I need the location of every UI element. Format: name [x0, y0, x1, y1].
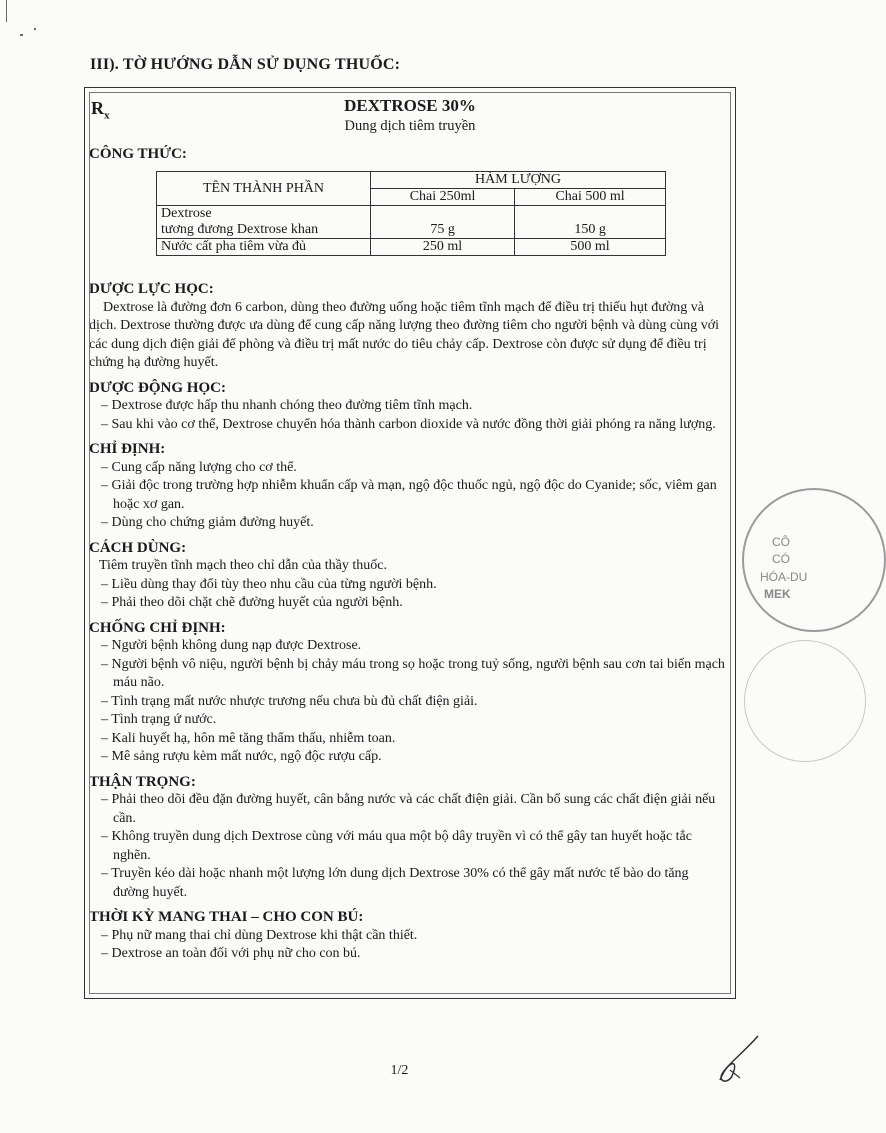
amount-500-cell: 150 g	[515, 206, 666, 239]
col-amount-header: HÀM LƯỢNG	[371, 172, 666, 189]
table-header-row	[157, 172, 666, 189]
amount-250-cell: 250 ml	[371, 239, 515, 256]
list-item: – Dextrose được hấp thu nhanh chóng theo đường tiêm tĩnh mạch.	[89, 397, 725, 416]
list-item: – Liều dùng thay đổi tùy theo nhu cầu của từng người bệnh.	[89, 576, 725, 595]
usage-intro: Tiêm truyền tĩnh mạch theo chỉ dẫn của thầy thuốc.	[99, 558, 387, 573]
col-500-header: Chai 500 ml	[515, 189, 666, 206]
drug-name: DEXTROSE 30%	[344, 96, 476, 115]
signature-icon	[710, 1030, 770, 1090]
list-item: – Giải độc trong trường hợp nhiễm khuẩn cấp và mạn, ngộ độc thuốc ngủ, ngộ độc do Cyanide; sốc, viêm gan hoặc xơ gan.	[89, 477, 725, 514]
list-item: – Dùng cho chứng giảm đường huyết.	[89, 514, 725, 533]
list-item: – Tình trạng mất nước nhược trương nếu chưa bù đủ chất điện giải.	[89, 693, 725, 712]
amount-250-cell: 75 g	[371, 206, 515, 239]
usage-section	[89, 539, 725, 613]
list-item: – Không truyền dung dịch Dextrose cùng với máu qua một bộ dây truyền vì có thể gây tan huyết hoặc tắc nghẽn.	[89, 828, 725, 865]
precautions-section	[89, 773, 725, 903]
list-item: – Dextrose an toàn đối với phụ nữ cho con bú.	[89, 945, 725, 964]
list-item: – Phải theo dõi đều đặn đường huyết, cân bằng nước và các chất điện giải. Cần bổ sung các chất điện giải nếu cần.	[89, 791, 725, 828]
ingredient-cell: Nước cất pha tiêm vừa đủ	[157, 239, 371, 256]
section-title: THỜI KỲ MANG THAI – CHO CON BÚ:	[89, 909, 364, 925]
seal-stamp	[744, 640, 866, 762]
section-title: CHỈ ĐỊNH:	[89, 441, 166, 457]
leaflet-frame	[84, 87, 736, 999]
list-item: – Sau khi vào cơ thể, Dextrose chuyển hóa thành carbon dioxide và nước đồng thời giải phóng ra năng lượng.	[89, 416, 725, 435]
col-name-header: TÊN THÀNH PHẦN	[157, 172, 371, 206]
list-item: – Phải theo dõi chặt chẽ đường huyết của người bệnh.	[89, 594, 725, 613]
pharmacokinetics-section	[89, 379, 725, 435]
list-item: – Mê sảng rượu kèm mất nước, ngộ độc rượu cấp.	[89, 748, 725, 767]
rx-symbol: $R_x$	[91, 98, 110, 122]
company-stamp: CÔ CÓ HÓA-DU MEK	[742, 488, 886, 632]
section-title: THẬN TRỌNG:	[89, 773, 196, 790]
list-item: – Cung cấp năng lượng cho cơ thể.	[89, 459, 725, 478]
table-row	[157, 239, 666, 256]
section-title: DƯỢC LỰC HỌC:	[89, 281, 214, 297]
drug-form: Dung dịch tiêm truyền	[344, 118, 476, 134]
leaflet-content	[89, 280, 725, 970]
page-number: 1/2	[390, 1063, 409, 1078]
formula-title: CÔNG THỨC:	[89, 146, 187, 162]
table-row	[157, 206, 666, 239]
pharmacodynamics-section	[89, 280, 725, 373]
indications-section	[89, 440, 725, 533]
ingredient-cell: Dextrose tương đương Dextrose khan	[157, 206, 371, 239]
page-heading: III). TỜ HƯỚNG DẪN SỬ DỤNG THUỐC:	[90, 56, 401, 73]
amount-500-cell: 500 ml	[515, 239, 666, 256]
list-item: – Truyền kéo dài hoặc nhanh một lượng lớn dung dịch Dextrose 30% có thể gây mất nước tế bào do tăng đường huyết.	[89, 865, 725, 902]
pregnancy-section	[89, 908, 725, 964]
formula-table	[156, 171, 666, 256]
pharmacodynamics-text: Dextrose là đường đơn 6 carbon, dùng theo đường uống hoặc tiêm tĩnh mạch để điều trị thiếu hụt đường và dịch. Dextrose thường được ưa dùng để cung cấp năng lượng theo đường tiêm cho người bệnh và dùng cùng với các dung dịch điện giải để phòng và điều trị mất nước do tiêu chảy cấp. Dextrose còn được sử dụng để điều trị chứng hạ đường huyết.	[89, 299, 719, 370]
section-title: CHỐNG CHỈ ĐỊNH:	[89, 619, 226, 636]
contraindications-section	[89, 619, 725, 767]
list-item: – Phụ nữ mang thai chỉ dùng Dextrose khi thật cần thiết.	[89, 927, 725, 946]
list-item: – Người bệnh vô niệu, người bệnh bị chảy máu trong sọ hoặc trong tuỷ sống, người bệnh sau cơn tai biến mạch máu não.	[89, 656, 725, 693]
col-250-header: Chai 250ml	[371, 189, 515, 206]
section-title: CÁCH DÙNG:	[89, 539, 187, 556]
list-item: – Kali huyết hạ, hôn mê tăng thẩm thấu, nhiễm toan.	[89, 730, 725, 749]
list-item: – Tình trạng ứ nước.	[89, 711, 725, 730]
list-item: – Người bệnh không dung nạp được Dextrose.	[89, 637, 725, 656]
section-title: DƯỢC ĐỘNG HỌC:	[89, 379, 226, 396]
